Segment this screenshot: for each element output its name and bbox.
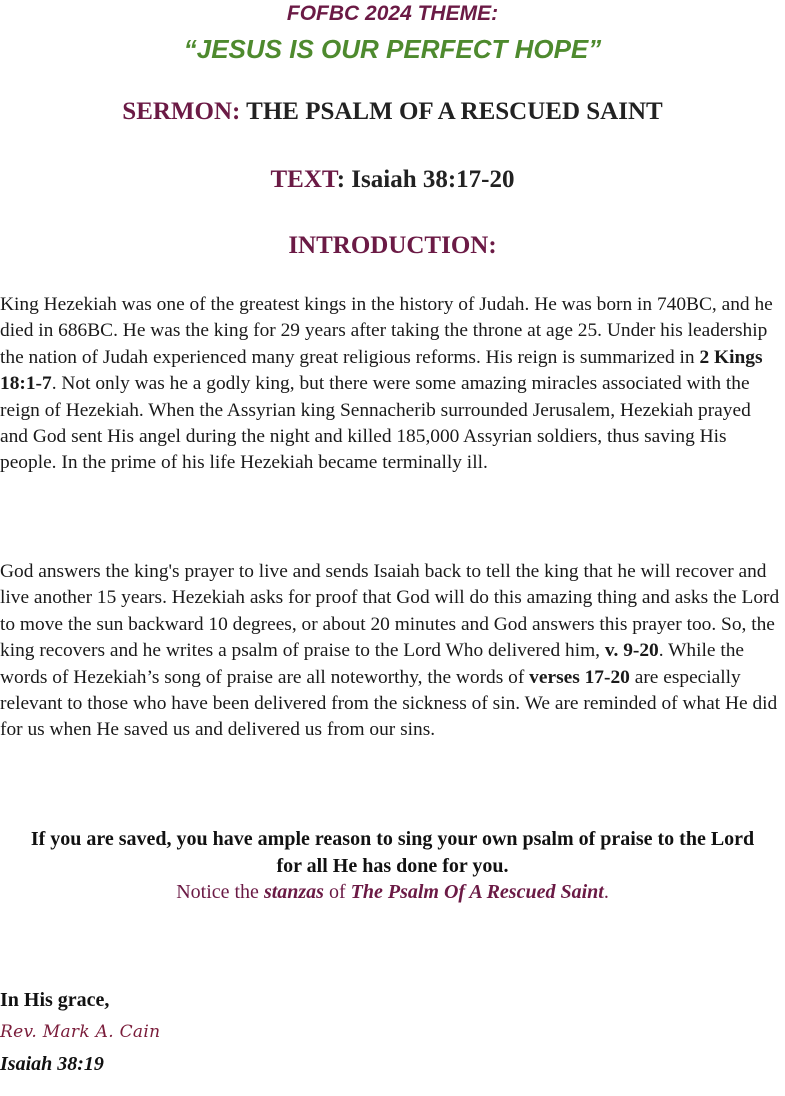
notice-suffix: .: [603, 881, 609, 903]
closing-reference: Isaiah 38:19: [0, 1053, 104, 1075]
notice-prefix: Notice the: [176, 881, 264, 903]
paragraph2-text-a: God answers the king's prayer to live and sends Isaiah back to tell the king that he will recover and live another 15 years. Hezekiah asks for proof that God will do this amazing thing and asks the Lord to move the sun backward 10 degrees, or about 20 minutes and God answers this prayer too. So, the king recovers and he writes a psalm of praise to the Lord Who delivered him,: [0, 561, 780, 662]
introduction-heading: INTRODUCTION:: [288, 232, 497, 259]
notice-line: [0, 879, 785, 906]
text-heading: [0, 166, 785, 194]
notice-stanzas: stanzas: [263, 881, 324, 903]
paragraph1-text-b: . Not only was he a godly king, but there were some amazing miracles associated with the reign of Hezekiah. When the Assyrian king Sennacherib surrounded Jerusalem, Hezekiah prayed and God sent His angel during the night and killed 185,000 Assyrian soldiers, thus saving His people. In the prime of his life Hezekiah became terminally ill.: [0, 373, 751, 474]
sermon-heading: [0, 98, 785, 126]
introduction-paragraph-1: [0, 292, 783, 477]
theme-label: FOFBC 2024 THEME:: [286, 2, 499, 25]
callout-block: [0, 826, 785, 906]
text-reference: : Isaiah 38:17-20: [336, 166, 515, 193]
sermon-title: THE PSALM OF A RESCUED SAINT: [240, 98, 663, 125]
paragraph2-text-c: are especially relevant to those who have been delivered from the sickness of sin. We are reminded of what He did for us when He saved us and delivered us from our sins.: [0, 666, 778, 741]
theme-title: “JESUS IS OUR PERFECT HOPE”: [183, 34, 602, 64]
callout-line-1: If you are saved, you have ample reason to sing your own psalm of praise to the Lord: [30, 828, 755, 850]
callout-line-2: for all He has done for you.: [276, 854, 509, 877]
scripture-ref-v9-20: v. 9-20: [604, 640, 659, 662]
scripture-ref-2kings: 2 Kings 18:1-7: [0, 346, 763, 395]
closing-salutation: In His grace,: [0, 989, 110, 1011]
closing-block: [0, 984, 400, 1080]
sermon-label: SERMON:: [122, 98, 241, 125]
pastor-signature: Rev. Mark A. Cain: [0, 1022, 161, 1042]
scripture-ref-verses-17-20: verses 17-20: [529, 666, 630, 688]
notice-mid: of: [323, 881, 351, 903]
text-label: TEXT: [270, 166, 337, 193]
paragraph2-text-b: . While the words of Hezekiah’s song of praise are all noteworthy, the words of: [0, 640, 745, 688]
paragraph1-text-a: King Hezekiah was one of the greatest kings in the history of Judah. He was born in 740BC, and he died in 686BC. He was the king for 29 years after taking the throne at age 25. Under his leadership the nation of Judah experienced many great religious reforms. His reign is summarized in: [0, 294, 773, 368]
notice-psalm-title: The Psalm Of A Rescued Saint: [350, 881, 604, 903]
introduction-paragraph-2: [0, 559, 783, 744]
